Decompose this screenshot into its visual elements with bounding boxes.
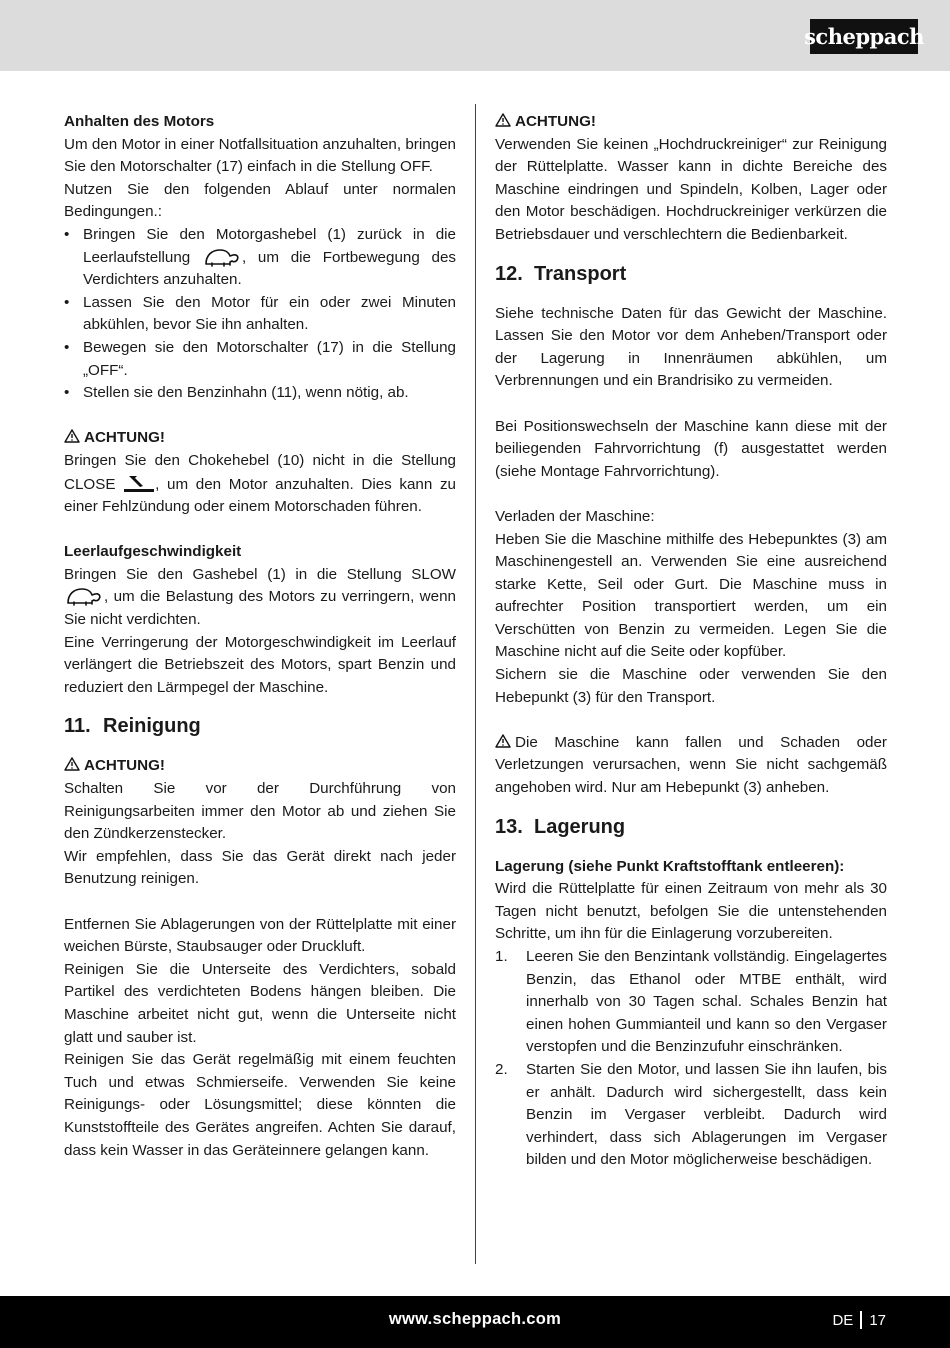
column-divider bbox=[475, 104, 476, 1264]
stop-heading: Anhalten des Motors bbox=[64, 113, 215, 130]
cleaning-paragraph-1: Entfernen Sie Ablagerungen von der Rüttelplatte mit einer weichen Bürste, Staubsauger oder Druckluft. bbox=[64, 915, 456, 956]
storage-paragraph: Wird die Rüttelplatte für einen Zeitraum von mehr als 30 Tagen nicht benutzt, befolgen Sie die untenstehenden Schritte, um ihn für die Einlagerung vorzubereiten. bbox=[495, 880, 887, 943]
language-code: DE bbox=[832, 1311, 854, 1329]
page-separator bbox=[860, 1311, 862, 1329]
stop-steps-list bbox=[64, 224, 456, 405]
stop-paragraph-2: Nutzen Sie den folgenden Ablauf unter normalen Bedingungen.: bbox=[64, 180, 456, 221]
loading-heading: Verladen der Maschine: bbox=[495, 507, 655, 525]
right-column bbox=[495, 111, 887, 1172]
list-item: • Lassen Sie den Motor für ein oder zwei Minuten abkühlen, bevor Sie ihn anhalten. bbox=[64, 292, 456, 337]
footer-bar bbox=[0, 1296, 950, 1348]
warning-icon bbox=[64, 429, 80, 443]
section-heading-12: 12. Transport bbox=[495, 262, 627, 285]
warning-icon bbox=[64, 757, 80, 771]
cleaning-paragraph-2: Reinigen Sie die Unterseite des Verdichters, sobald Partikel des verdichteten Bodens hängen bleiben. Die Maschine arbeitet nicht gut, wenn die Unterseite nicht glatt und sauber ist. bbox=[64, 960, 456, 1046]
list-item: • Bringen Sie den Motorgashebel (1) zurück in die Leerlaufstellung , um die Fortbewegung des Verdichters anzuhalten. bbox=[64, 224, 456, 292]
page-number: 17 bbox=[869, 1311, 886, 1329]
storage-steps-list bbox=[495, 946, 887, 1172]
idle-heading: Leerlaufgeschwindigkeit bbox=[64, 543, 242, 561]
warning-icon bbox=[495, 113, 511, 127]
warning-heading: ACHTUNG! bbox=[64, 427, 456, 450]
cleaning-recommendation: Wir empfehlen, dass Sie das Gerät direkt nach jeder Benutzung reinigen. bbox=[64, 847, 456, 888]
loading-paragraph-1: Heben Sie die Maschine mithilfe des Hebepunktes (3) am Maschinengestell an. Verwenden Sie eine ausreichend starke Kette, Seil oder Gurt. Die Maschine muss in aufrechter Position transportiert werden, um ein Verschütten von Benzin zu vermeiden. Legen Sie die Maschine nicht auf die Seite oder kopfüber. bbox=[495, 530, 887, 661]
warning-icon bbox=[495, 734, 511, 748]
section-heading-11: 11. Reinigung bbox=[64, 715, 201, 738]
transport-paragraph-1: Siehe technische Daten für das Gewicht der Maschine. Lassen Sie den Motor vor dem Anheben/Transport oder der Lagerung in Innenräumen abkühlen, um Verbrennungen und ein Brandrisiko zu vermeiden. bbox=[495, 304, 887, 390]
choke-warning-paragraph: Bringen Sie den Chokehebel (10) nicht in die Stellung CLOSE , um den Motor anzuhalten. Dies kann zu einer Fehlzündung oder einem Motorschaden führen. bbox=[64, 451, 456, 516]
stop-paragraph-1: Um den Motor in einer Notfallsituation anzuhalten, bringen Sie den Motorschalter (17) einfach in die Stellung OFF. bbox=[64, 135, 456, 176]
left-column bbox=[64, 111, 456, 1162]
warning-heading: ACHTUNG! bbox=[495, 111, 887, 134]
turtle-slow-icon bbox=[202, 247, 242, 267]
list-item: 1. Leeren Sie den Benzintank vollständig. Eingelagertes Benzin, das Ethanol oder MTBE enthält, wird innerhalb von 30 Tagen schal. Schales Benzin hat einen hohen Gummianteil und kann so den Vergaser verstopfen und die Benzinzufuhr einschränken. bbox=[495, 948, 887, 1056]
pressure-washer-warning: Verwenden Sie keinen „Hochdruckreiniger“ zur Reinigung der Rüttelplatte. Wasser kann in dichte Bereiche des Maschine eindringen und Spindeln, Kolben, Lager oder den Motor beschädigen. Hochdruckreiniger verkürzen die Betriebsdauer und verschlechtern die Bedienbarkeit. bbox=[495, 135, 887, 243]
turtle-slow-icon bbox=[64, 586, 104, 606]
warning-heading: ACHTUNG! bbox=[64, 755, 456, 778]
fall-warning-paragraph: Die Maschine kann fallen und Schaden oder Verletzungen verursachen, wenn Sie nicht sachgemäß angehoben wird. Nur am Hebepunkt (3) anheben. bbox=[495, 733, 887, 797]
idle-paragraph-2: Eine Verringerung der Motorgeschwindigkeit im Leerlauf verlängert die Betriebszeit des Motors, spart Benzin und reduziert den Lärmpegel der Maschine. bbox=[64, 633, 456, 696]
brand-logo: scheppach bbox=[810, 19, 918, 54]
transport-paragraph-2: Bei Positionswechseln der Maschine kann diese mit der beiliegenden Fahrvorrichtung (f) ausgestattet werden (siehe Montage Fahrvorrichtung). bbox=[495, 417, 887, 480]
page-indicator bbox=[832, 1311, 886, 1329]
idle-paragraph-1: Bringen Sie den Gashebel (1) in die Stellung SLOW , um die Belastung des Motors zu verringern, wenn Sie nicht verdichten. bbox=[64, 565, 456, 629]
storage-heading: Lagerung (siehe Punkt Kraftstofftank entleeren): bbox=[495, 857, 845, 875]
list-item: • Bewegen sie den Motorschalter (17) in die Stellung „OFF“. bbox=[64, 337, 456, 382]
loading-paragraph-2: Sichern sie die Maschine oder verwenden Sie den Hebepunkt (3) für den Transport. bbox=[495, 666, 887, 706]
cleaning-paragraph-3: Reinigen Sie das Gerät regelmäßig mit einem feuchten Tuch und etwas Schmierseife. Verwenden Sie keine Reinigungs- oder Lösungsmittel; diese könnten die Kunststoffteile des Gerätes angreifen. Achten Sie darauf, dass kein Wasser in das Geräteinnere gelangen kann. bbox=[64, 1051, 456, 1159]
cleaning-warning-paragraph: Schalten Sie vor der Durchführung von Reinigungsarbeiten immer den Motor ab und ziehen Sie den Zündkerzenstecker. bbox=[64, 780, 456, 843]
list-item: 2. Starten Sie den Motor, und lassen Sie ihn laufen, bis er anhält. Dadurch wird sichergestellt, dass kein Benzin im Vergaser verbleibt. Dadurch wird verhindert, dass sich Ablagerungen im Vergaser bilden und den Motor möglicherweise beschädigen. bbox=[495, 1060, 887, 1169]
section-heading-13: 13. Lagerung bbox=[495, 815, 626, 838]
footer-url: www.scheppach.com bbox=[388, 1310, 562, 1328]
choke-close-icon bbox=[123, 473, 155, 493]
list-item: • Stellen sie den Benzinhahn (11), wenn nötig, ab. bbox=[64, 382, 456, 405]
